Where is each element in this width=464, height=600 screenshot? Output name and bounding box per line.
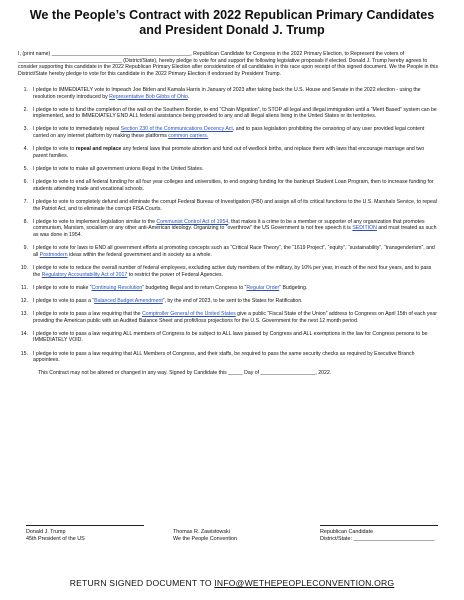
title-line-1: We the People’s Contract with 2022 Republican Primary Candidates bbox=[29, 8, 435, 22]
pledge-item bbox=[18, 245, 446, 258]
pledge-text bbox=[33, 298, 446, 305]
reference-link[interactable]: Postmodern bbox=[39, 251, 68, 258]
pledge-text bbox=[33, 311, 446, 324]
email-link[interactable]: INFO@WETHEPEOPLECONVENTION.ORG bbox=[214, 578, 395, 588]
pledge-item bbox=[18, 331, 446, 344]
pledge-text bbox=[33, 179, 446, 192]
pledge-text bbox=[33, 166, 446, 173]
pledge-text-segment: I pledge to vote to make “ bbox=[33, 284, 92, 291]
reference-link[interactable]: Regulatory Accountability Act of 2017 bbox=[41, 271, 128, 278]
return-instructions bbox=[0, 578, 464, 588]
pledge-number: 13. bbox=[20, 310, 28, 317]
pledge-text-segment: , and to pass legislation prohibiting the censoring of any user provided legal content carried on any internet platform by making these platforms bbox=[33, 126, 425, 140]
pledge-text-segment: I pledge to vote to implement legislation similar to the bbox=[33, 218, 157, 225]
pledge-text-segment: I pledge to vote to fund the completion of the wall on the Southern Border, to end “Chain Migration”, to STOP all legal and illegal immigration until a “Merit Based” system can be implemented, and to IMMEDIATELY END ALL federal assistance being provided to any and all illegal aliens living in the United States or its territories. bbox=[33, 106, 437, 120]
pledge-item bbox=[18, 166, 446, 173]
pledge-number: 3. bbox=[23, 126, 28, 133]
title-line-2: and President Donald J. Trump bbox=[139, 22, 325, 37]
reference-link[interactable]: Comptroller General of the United States bbox=[142, 310, 236, 317]
pledge-number: 7. bbox=[23, 198, 28, 205]
pledge-text-segment: and must treated as such as was done in 1954. bbox=[33, 225, 437, 239]
pledge-number: 6. bbox=[23, 179, 28, 186]
pledge-text bbox=[33, 331, 446, 344]
pledge-text-segment: I pledge to vote to pass a law requiring that the bbox=[33, 310, 143, 317]
pledge-number: 14. bbox=[20, 330, 28, 337]
pledge-item bbox=[18, 265, 446, 278]
signer-role: 45th President of the US bbox=[26, 536, 85, 543]
signature-trump bbox=[26, 525, 144, 543]
signer-name: Republican Candidate bbox=[320, 529, 374, 535]
document-title bbox=[18, 8, 446, 37]
pledge-item bbox=[18, 126, 446, 139]
pledge-text-segment: I pledge to vote to bbox=[33, 146, 76, 153]
signature-line[interactable] bbox=[26, 525, 144, 526]
reference-link[interactable]: SEDITION bbox=[352, 225, 377, 232]
signer-role: District/State: ___________________________ bbox=[320, 536, 435, 543]
pledge-number: 12. bbox=[20, 297, 28, 304]
pledge-text-segment: ideas within the federal government and in society as a whole. bbox=[67, 251, 212, 258]
pledge-item bbox=[18, 199, 446, 212]
signature-block bbox=[26, 525, 438, 543]
pledge-number: 5. bbox=[23, 166, 28, 172]
pledge-text bbox=[33, 107, 446, 120]
pledge-item bbox=[18, 107, 446, 120]
pledge-number: 4. bbox=[23, 146, 28, 153]
pledge-number: 8. bbox=[23, 218, 28, 225]
signature-candidate bbox=[320, 525, 438, 543]
pledge-item bbox=[18, 311, 446, 324]
pledge-text-segment: I pledge to vote to completely defund and eliminate the corrupt Federal Bureau of Investigation (FBI) and assign all of its critical functions to the U.S. Marshals Service, to repeal the Patriot Act, and to eliminate the corrupt FISA Courts. bbox=[33, 198, 437, 212]
reference-link[interactable]: Continuing Resolution bbox=[91, 284, 143, 291]
pledge-text-segment: I pledge to vote for laws to END all government efforts at promoting concepts such as “Critical Race Theory”, the “1619 Project”, “equity”, “sustainability”, “transgenderism”, and all bbox=[33, 245, 435, 258]
pledge-text bbox=[33, 245, 446, 258]
pledge-text bbox=[33, 126, 446, 139]
pledge-text bbox=[33, 87, 446, 100]
pledge-number: 11. bbox=[21, 284, 28, 291]
signature-line[interactable] bbox=[320, 525, 438, 526]
pledge-text-segment: I pledge to vote to pass a law requiring ALL members of Congress to be subject to ALL laws passed by Congress and ALL exemptions in the law for Congress persons to be IMMEDIATELY VOID. bbox=[33, 330, 428, 344]
pledge-number: 9. bbox=[23, 245, 28, 252]
pledge-text-segment: give a public “Fiscal State of the Union” address to Congress on April 15th of each year providing the American public with an Audited Balance Sheet and profit/loss projections for the U.S. Government for the next 12 month period. bbox=[33, 310, 438, 324]
reference-link[interactable]: Section 230 of the Communications Decency Act bbox=[120, 126, 233, 133]
pledge-number: 15. bbox=[20, 350, 28, 357]
pledge-item bbox=[18, 219, 446, 239]
pledge-text-segment: I pledge to vote to reduce the overall number of federal employees, excluding active duty members of the military, by 10% per year, in each of the next four years, and to pass the bbox=[33, 264, 432, 278]
pledge-text-segment: ”, by the end of 2023, to be sent to the States for Ratification. bbox=[162, 297, 303, 304]
pledge-text-segment: , that makes it a crime to be a member or supporter of any organization that promotes communism, Marxism, socialism or any other anti-American ideology. Organizing to “overthrow” the US Government is not free speech it is bbox=[33, 218, 425, 232]
pledge-item bbox=[18, 87, 446, 100]
pledge-text bbox=[33, 351, 446, 364]
emphasis-text: repeal and replace bbox=[75, 146, 122, 153]
pledge-item bbox=[18, 298, 446, 305]
reference-link[interactable]: Communist Control Act of 1954 bbox=[156, 218, 229, 225]
pledge-item bbox=[18, 351, 446, 364]
closing-statement: This Contract may not be altered or changed in any way. Signed by Candidate this _____ Day of ___________________, 2022. bbox=[38, 370, 332, 377]
pledge-text-segment: any federal laws that promote abortion and fund out of wedlock births, and replace them with laws that encourage marriage and two parent families. bbox=[33, 146, 425, 159]
pledge-number: 10. bbox=[20, 264, 28, 271]
pledge-text-segment: I pledge to vote to immediately repeal bbox=[33, 126, 121, 133]
reference-link[interactable]: Representative Bob Gibbs of Ohio bbox=[109, 93, 188, 100]
reference-link[interactable]: Regular Order bbox=[246, 284, 280, 291]
intro-paragraph: I, (print name) ________________________________________________, Republican Candidate for Congress in the 2022 Primary Election, to Represent the voters of ____________________________________ (District/State), hereby pledge to vote for and support the following legislative proposals if elected. Donald J. Trump hereby agrees to consider supporting this candidate in the 2022 Republican Primary Election after consideration of all candidates in this race upon receipt of this signed document. We the People in this District/State hereby pledge to vote for this candidate in the 2022 Primary Election if endorsed by President Trump. bbox=[18, 51, 439, 78]
pledge-text bbox=[33, 265, 446, 278]
pledge-number: 1. bbox=[23, 86, 28, 93]
footer-text: RETURN SIGNED DOCUMENT TO bbox=[69, 578, 215, 588]
pledge-text-segment: ” Budgeting. bbox=[279, 284, 308, 291]
pledge-text-segment: ” budgeting illegal and to return Congress to “ bbox=[142, 284, 247, 291]
pledge-text-segment: I pledge to vote to end all federal funding for all four year colleges and universities, to end ongoing funding for the bankrupt Student Loan Program, then to increase funding for students attending trade and vocational schools. bbox=[33, 179, 434, 192]
signer-name: Donald J. Trump bbox=[26, 529, 66, 535]
pledge-number: 2. bbox=[23, 106, 28, 113]
pledge-text-segment: to restrict the power of Federal Agencies. bbox=[127, 271, 224, 278]
reference-link[interactable]: Balanced Budget Amendment bbox=[94, 297, 163, 304]
pledge-text-segment: I pledge to IMMEDIATELY vote to Impeach Joe Biden and Kamala Harris in January of 2023 after taking back the U.S. House and Senate in the 2022 election - using the resolution recently introduced by bbox=[33, 86, 421, 100]
pledge-item bbox=[18, 285, 446, 292]
pledge-text bbox=[33, 219, 446, 239]
pledge-list bbox=[18, 87, 446, 364]
pledge-text-segment: I pledge to vote to pass a “ bbox=[33, 297, 95, 304]
signature-zawistowski bbox=[173, 525, 291, 543]
pledge-text-segment: I pledge to vote to pass a law requiring that ALL Members of Congress, and their staffs, be required to pass the same security checks as required by Executive Branch appointees. bbox=[33, 350, 415, 364]
signer-name: Thomas R. Zawistowski bbox=[173, 529, 230, 535]
signer-role: We the People Convention bbox=[173, 536, 238, 543]
reference-link[interactable]: common carriers. bbox=[168, 133, 209, 140]
pledge-item bbox=[18, 146, 446, 159]
pledge-text bbox=[33, 146, 446, 159]
pledge-text bbox=[33, 285, 446, 292]
pledge-text-segment: I pledge to vote to make all government unions illegal in the United States. bbox=[33, 166, 204, 172]
pledge-text bbox=[33, 199, 446, 212]
pledge-text-segment: . bbox=[187, 93, 190, 100]
pledge-item bbox=[18, 179, 446, 192]
